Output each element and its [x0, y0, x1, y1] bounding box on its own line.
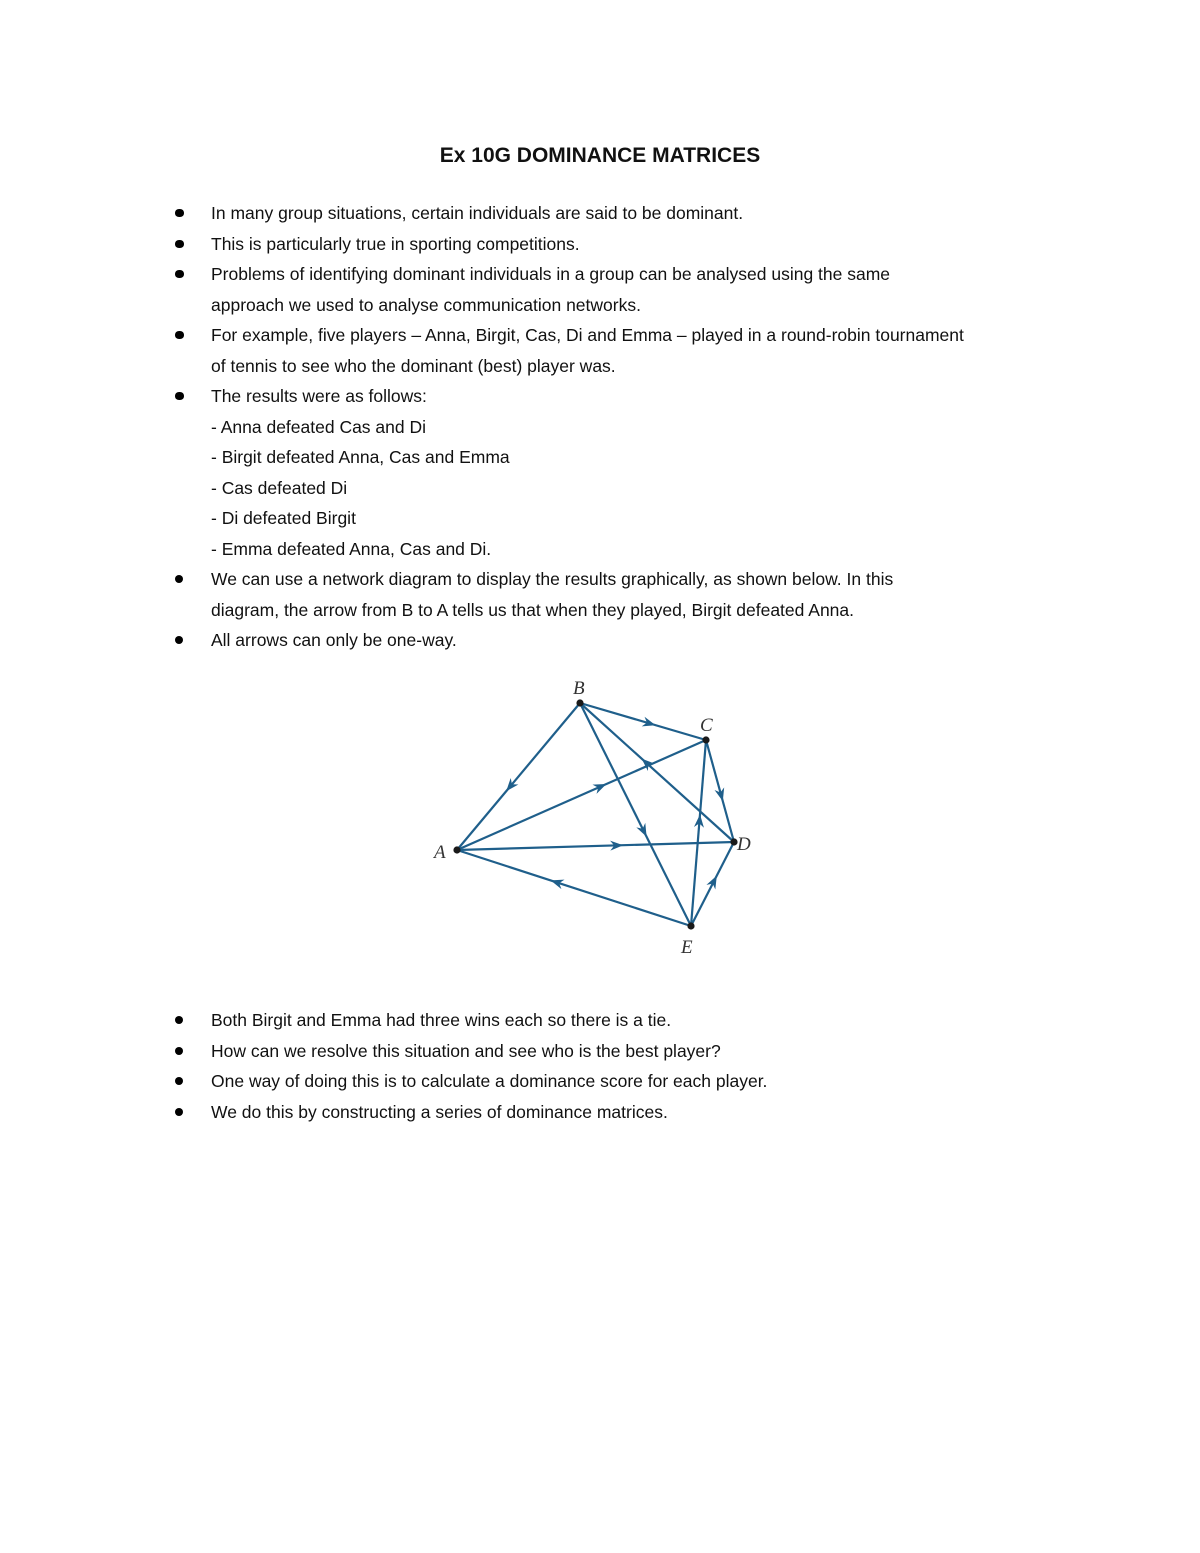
list-item-text: We can use a network diagram to display the results graphically, as shown below. In this	[211, 569, 894, 589]
bullet-icon	[175, 575, 183, 583]
bullet-icon	[175, 1108, 183, 1116]
node-label-c: C	[700, 715, 713, 736]
bullet-icon	[175, 1047, 183, 1055]
edge-a-c	[457, 740, 706, 850]
list-item-text: Problems of identifying dominant individuals in a group can be analysed using the same	[211, 264, 891, 284]
bullet-icon	[175, 270, 184, 278]
list-item-text: We do this by constructing a series of dominance matrices.	[211, 1101, 668, 1122]
node-label-e: E	[681, 937, 693, 958]
node-label-b: B	[573, 678, 585, 699]
bullet-icon	[175, 636, 183, 644]
page-title: Ex 10G DOMINANCE MATRICES	[439, 144, 761, 167]
bullet-icon	[175, 331, 184, 339]
node-b	[576, 699, 583, 706]
node-label-d: D	[737, 834, 751, 855]
intro-bullet-list	[211, 198, 1091, 656]
list-item-text: For example, five players – Anna, Birgit, Cas, Di and Emma – played in a round-robin tournament	[211, 325, 964, 345]
bullet-icon	[175, 1077, 183, 1085]
node-layer	[432, 678, 751, 958]
result-line: - Birgit defeated Anna, Cas and Emma	[211, 447, 510, 467]
conclusion-bullet-list	[211, 1005, 1091, 1127]
list-item-text: One way of doing this is to calculate a dominance score for each player.	[211, 1071, 768, 1091]
edge-layer	[457, 703, 734, 926]
node-a	[453, 846, 460, 853]
list-item	[211, 381, 1091, 564]
edge-b-e	[580, 703, 691, 926]
list-item	[211, 1066, 1091, 1097]
list-item-text: of tennis to see who the dominant (best) player was.	[211, 355, 616, 376]
list-item	[211, 229, 1091, 260]
list-item	[211, 320, 1091, 381]
list-item-text: diagram, the arrow from B to A tells us that when they played, Birgit defeated Anna.	[211, 599, 855, 620]
node-label-a: A	[434, 842, 446, 863]
list-item-text: Both Birgit and Emma had three wins each so there is a tie.	[211, 1010, 672, 1030]
list-item	[211, 198, 1091, 229]
list-item-text: This is particularly true in sporting competitions.	[211, 233, 580, 254]
list-item-text: How can we resolve this situation and see who is the best player?	[211, 1040, 721, 1061]
list-item-text: approach we used to analyse communication networks.	[211, 294, 641, 315]
result-line: - Anna defeated Cas and Di	[211, 416, 427, 437]
network-diagram	[420, 668, 780, 968]
list-item	[211, 1097, 1091, 1128]
bullet-icon	[175, 240, 184, 248]
node-e	[687, 922, 694, 929]
result-line: - Di defeated Birgit	[211, 508, 356, 528]
edge-e-c	[691, 740, 706, 926]
edge-b-a	[457, 703, 580, 850]
result-line: - Cas defeated Di	[211, 477, 348, 498]
bullet-icon	[175, 209, 184, 217]
edge-a-d	[457, 842, 734, 850]
list-item	[211, 1036, 1091, 1067]
bullet-icon	[175, 1016, 183, 1024]
list-item	[211, 259, 1091, 320]
node-c	[702, 736, 709, 743]
list-item	[211, 564, 1091, 625]
list-item-text: All arrows can only be one-way.	[211, 630, 457, 650]
list-item	[211, 1005, 1091, 1036]
bullet-icon	[175, 392, 184, 400]
list-item-text: The results were as follows:	[211, 386, 427, 406]
list-item-text: In many group situations, certain individuals are said to be dominant.	[211, 203, 744, 223]
edge-c-d	[706, 740, 734, 842]
list-item	[211, 625, 1091, 656]
result-line: - Emma defeated Anna, Cas and Di.	[211, 538, 492, 559]
edge-e-a	[457, 850, 691, 926]
